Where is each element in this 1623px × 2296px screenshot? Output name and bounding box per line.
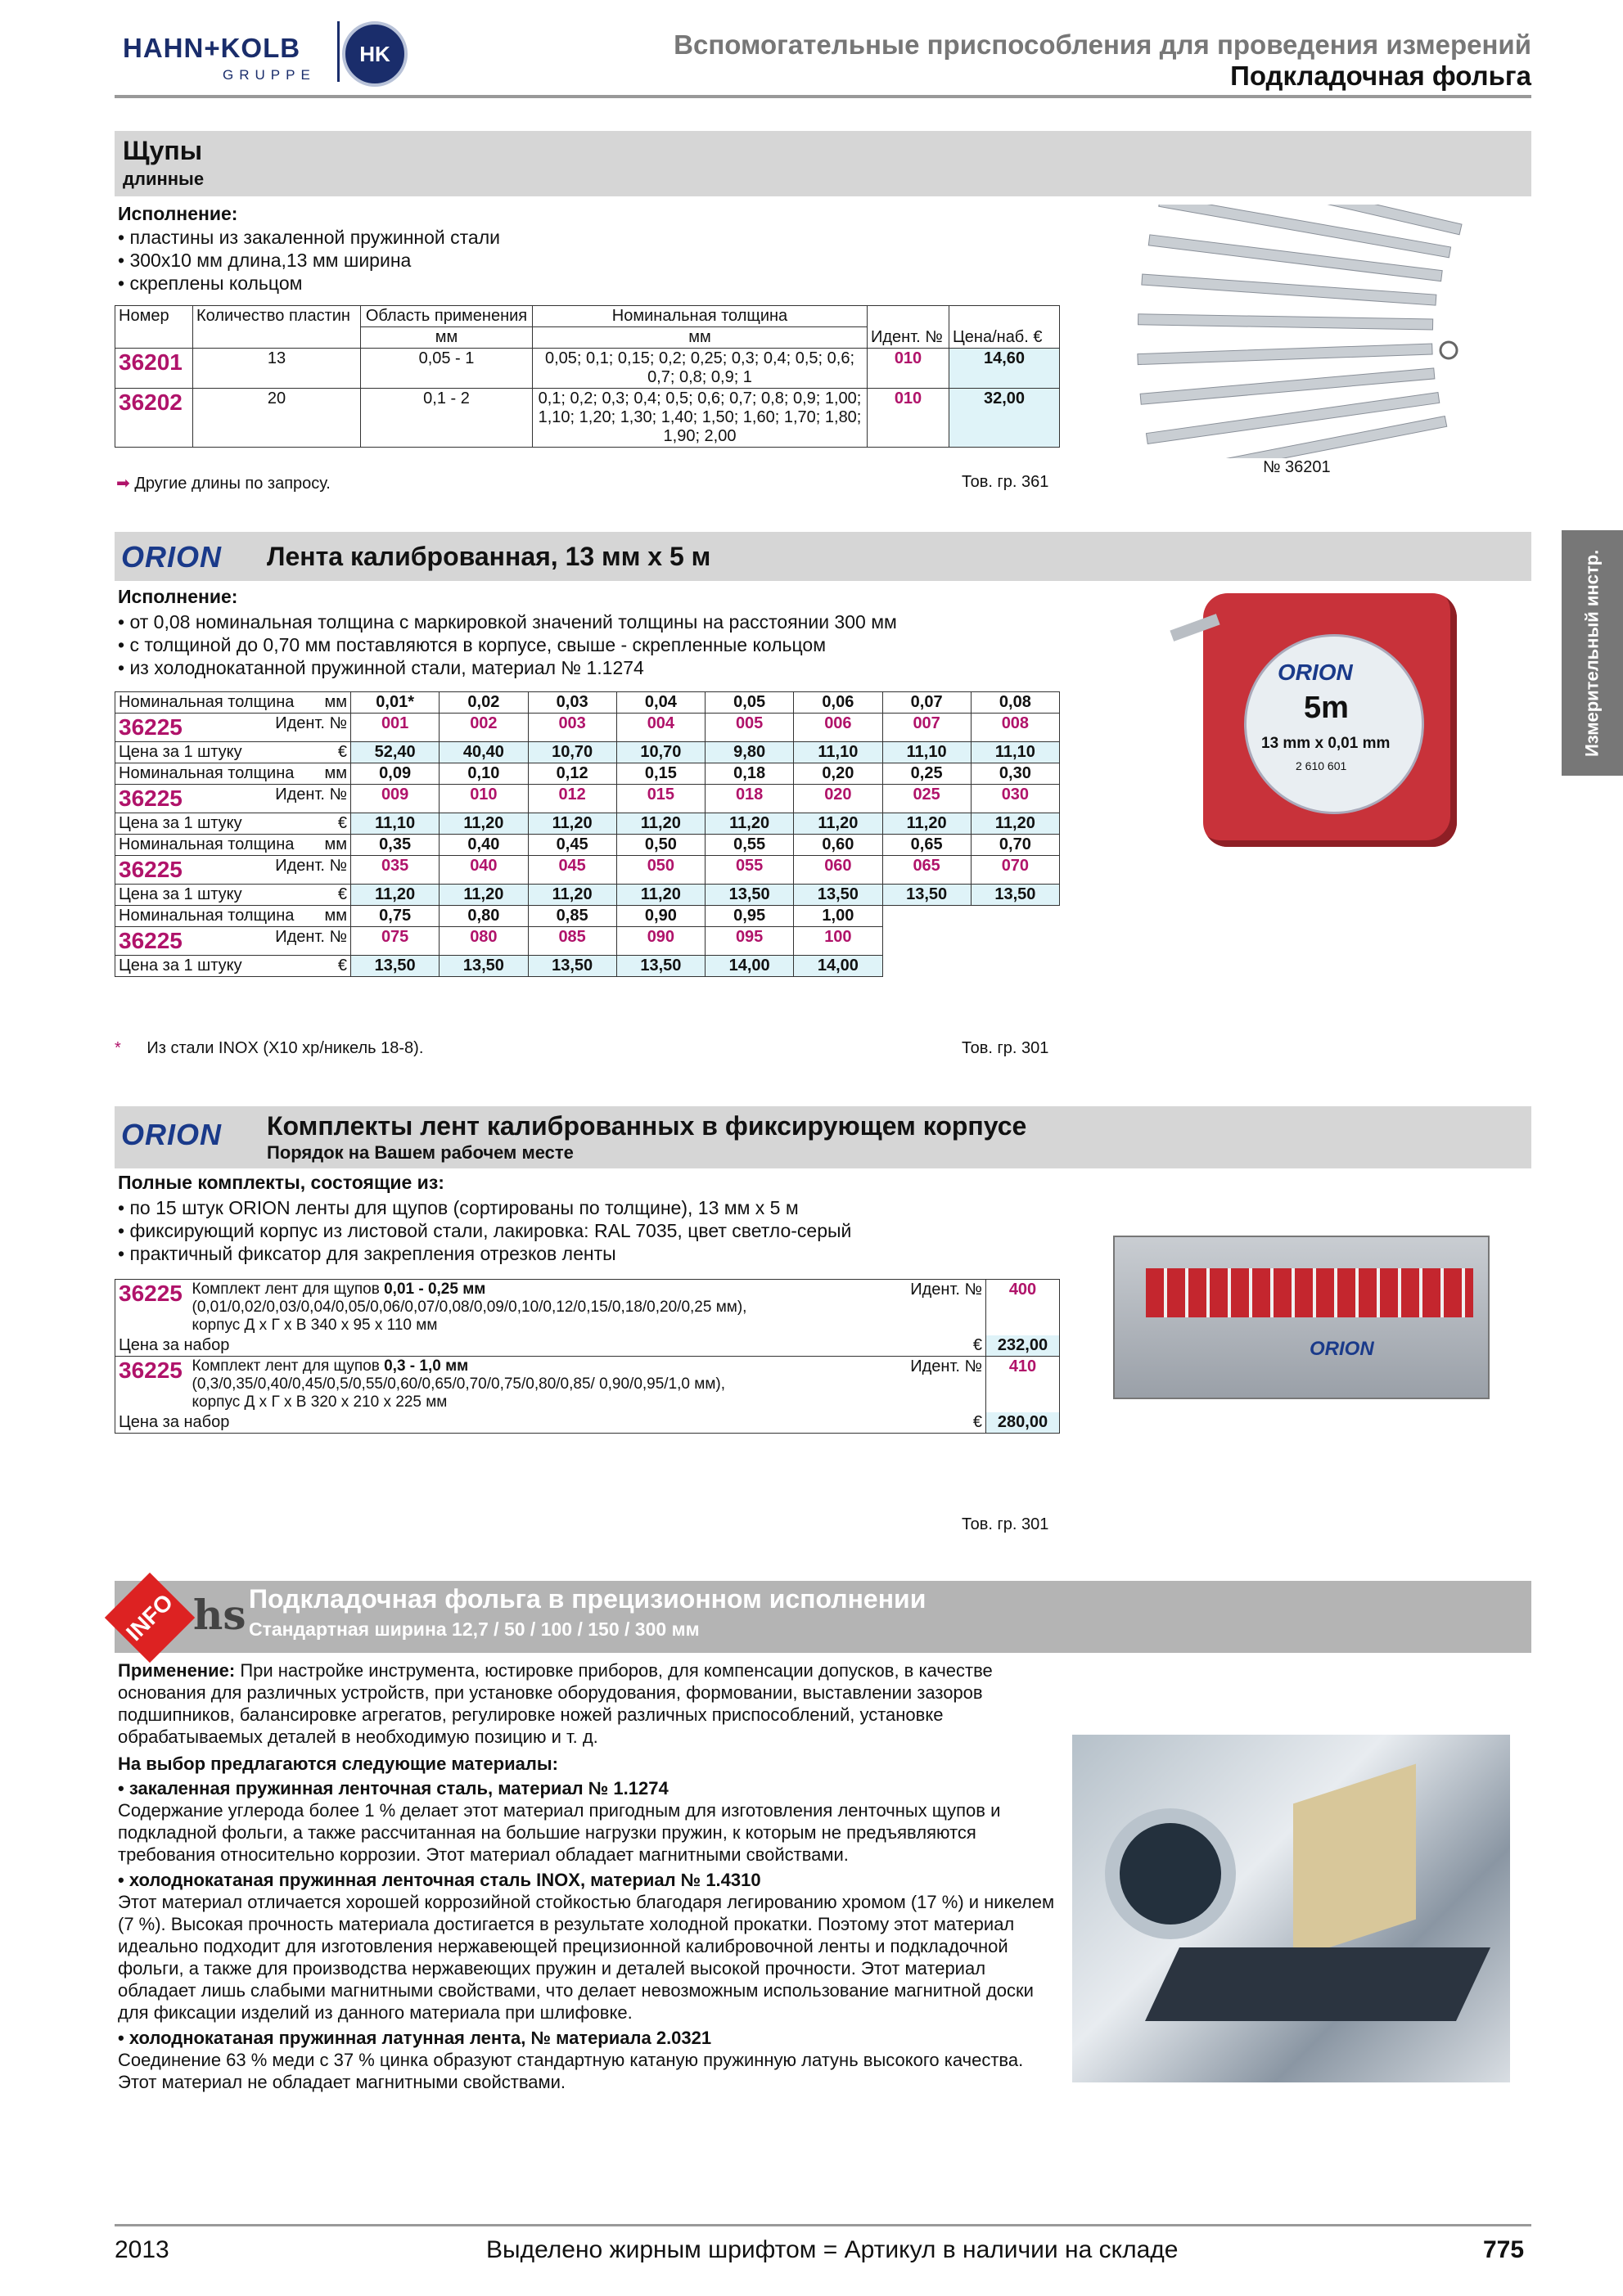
article-number[interactable]: 36225 bbox=[115, 1357, 189, 1413]
table-row bbox=[115, 1335, 1060, 1357]
cell-price: 11,20 bbox=[616, 813, 705, 835]
empty-cell bbox=[882, 927, 971, 956]
table-row bbox=[115, 742, 1060, 763]
cell-price: 11,10 bbox=[971, 742, 1059, 763]
section-subtitle: Порядок на Вашем рабочем месте bbox=[267, 1142, 574, 1163]
article-number[interactable]: 36225 Идент. № bbox=[115, 785, 351, 813]
cell-ident: 009 bbox=[351, 785, 440, 813]
shim-foil-image bbox=[1072, 1735, 1510, 2082]
note-line bbox=[116, 473, 331, 493]
currency: € bbox=[972, 1413, 982, 1431]
cell-price: 11,20 bbox=[882, 813, 971, 835]
cell-ident: 005 bbox=[706, 714, 794, 742]
cell-ident: 018 bbox=[706, 785, 794, 813]
col-unit: мм bbox=[361, 327, 533, 349]
cell-ident: 010 bbox=[868, 349, 949, 389]
logo-divider bbox=[337, 21, 340, 82]
cell-price: 13,50 bbox=[440, 956, 528, 977]
section-subtitle: длинные bbox=[123, 169, 205, 189]
image-caption: № 36201 bbox=[1263, 458, 1331, 476]
logo-text: HAHN+KOLB bbox=[123, 33, 301, 63]
cell-price: 232,00 bbox=[986, 1335, 1060, 1357]
cell-price: 10,70 bbox=[616, 742, 705, 763]
tape-size: 13 mm x 0,01 mm bbox=[1261, 735, 1391, 752]
cell-ident: 075 bbox=[351, 927, 440, 956]
material-text: Содержание углерода более 1 % делает этот материал пригодным для изготовления ленточных щупов и подкладной фольги, а также рассчитанная на большие нагрузки пружин, к которым не предъявляются требования относительно коррозии. Этот материал обладает магнитными свойствами. bbox=[118, 1800, 1001, 1865]
list-item: • пластины из закаленной пружинной стали bbox=[118, 227, 500, 248]
cell-thickness: 1,00 bbox=[794, 906, 882, 927]
cell-thickness: 0,1; 0,2; 0,3; 0,4; 0,5; 0,6; 0,7; 0,8; 0,9; 1,00; 1,10; 1,20; 1,30; 1,40; 1,50; 1,60; 1,70; 1,80; 1,90; 2,00 bbox=[533, 389, 868, 448]
cell-ident: 055 bbox=[706, 856, 794, 885]
cell-count: 20 bbox=[193, 389, 361, 448]
exec-label: Полные комплекты, состоящие из: bbox=[118, 1172, 444, 1193]
list-item: • 300х10 мм длина,13 мм ширина bbox=[118, 250, 412, 271]
cell-ident: 008 bbox=[971, 714, 1059, 742]
cell-price: 11,20 bbox=[351, 885, 440, 906]
row-label-thickness: Номинальная толщина мм bbox=[115, 835, 351, 856]
side-tab[interactable]: Измерительный инстр. bbox=[1562, 530, 1623, 776]
col-header: Цена/наб. € bbox=[949, 306, 1060, 349]
section-title: Комплекты лент калиброванных в фиксирующем корпусе bbox=[267, 1111, 1027, 1141]
cell-thickness: 0,85 bbox=[528, 906, 616, 927]
table-row[interactable] bbox=[115, 1280, 1060, 1336]
table-row bbox=[115, 956, 1060, 977]
cell-ident: 006 bbox=[794, 714, 882, 742]
cell-thickness: 0,05; 0,1; 0,15; 0,2; 0,25; 0,3; 0,4; 0,5; 0,6; 0,7; 0,8; 0,9; 1 bbox=[533, 349, 868, 389]
cell-ident: 085 bbox=[528, 927, 616, 956]
feeler-table bbox=[115, 305, 1060, 448]
choice-label: На выбор предлагаются следующие материалы: bbox=[118, 1754, 558, 1774]
cell-price: 11,10 bbox=[882, 742, 971, 763]
materials-list bbox=[118, 1777, 1057, 2093]
cell-thickness: 0,08 bbox=[971, 692, 1059, 714]
cell-thickness: 0,25 bbox=[882, 763, 971, 785]
cell-price: 14,00 bbox=[706, 956, 794, 977]
table-row bbox=[115, 835, 1060, 856]
table-row bbox=[115, 885, 1060, 906]
table-row[interactable] bbox=[115, 785, 1060, 813]
cell-thickness: 0,10 bbox=[440, 763, 528, 785]
table-row[interactable] bbox=[115, 389, 1060, 448]
empty-cell bbox=[971, 956, 1059, 977]
set-range: 0,3 - 1,0 мм bbox=[384, 1357, 469, 1375]
cell-thickness: 0,90 bbox=[616, 906, 705, 927]
exec-label: Исполнение: bbox=[118, 586, 238, 607]
section-tape-sets-header bbox=[115, 1106, 1531, 1168]
cell-price: 11,20 bbox=[971, 813, 1059, 835]
cell-ident: 001 bbox=[351, 714, 440, 742]
section-title: Лента калиброванная, 13 мм х 5 м bbox=[267, 542, 711, 571]
material-name: • холоднокатаная пружинная ленточная сталь INOX, материал № 1.4310 bbox=[118, 1870, 761, 1890]
cell-ident: 065 bbox=[882, 856, 971, 885]
table-row bbox=[115, 1412, 1060, 1434]
arrow-icon: ➡ bbox=[116, 475, 130, 493]
application-label: Применение: bbox=[118, 1660, 236, 1681]
table-row[interactable] bbox=[115, 856, 1060, 885]
bullet-list bbox=[118, 610, 897, 679]
cell-ident: 040 bbox=[440, 856, 528, 885]
cell-price: 11,20 bbox=[706, 813, 794, 835]
header-rule bbox=[115, 95, 1531, 98]
cell-ident: 410 bbox=[986, 1357, 1060, 1413]
tape-code: 2 610 601 bbox=[1296, 759, 1347, 772]
cell-price: 9,80 bbox=[706, 742, 794, 763]
cell-ident: 012 bbox=[528, 785, 616, 813]
cell-count: 13 bbox=[193, 349, 361, 389]
table-row[interactable] bbox=[115, 927, 1060, 956]
product-group: Тов. гр. 301 bbox=[962, 1515, 1049, 1533]
cell-thickness: 0,45 bbox=[528, 835, 616, 856]
section-shim-foil-header bbox=[115, 1581, 1531, 1653]
table-row bbox=[115, 763, 1060, 785]
col-unit: мм bbox=[533, 327, 868, 349]
cell-ident: 003 bbox=[528, 714, 616, 742]
cell-thickness: 0,35 bbox=[351, 835, 440, 856]
cell-price: 13,50 bbox=[528, 956, 616, 977]
cell-price: 11,20 bbox=[528, 813, 616, 835]
col-header: Номер bbox=[115, 306, 193, 349]
empty-cell bbox=[971, 906, 1059, 927]
sets-table bbox=[115, 1279, 1060, 1434]
section-calibrated-tape-header bbox=[115, 532, 1531, 581]
table-row bbox=[115, 692, 1060, 714]
cell-thickness: 0,40 bbox=[440, 835, 528, 856]
cell-ident: 045 bbox=[528, 856, 616, 885]
ident-label: Идент. № bbox=[907, 1280, 985, 1336]
hs-logo: hs bbox=[193, 1591, 246, 1639]
bullet-list bbox=[118, 1196, 851, 1265]
list-item: • фиксирующий корпус из листовой стали, лакировка: RAL 7035, цвет светло-серый bbox=[118, 1220, 852, 1241]
footer-rule bbox=[115, 2224, 1531, 2226]
cell-thickness: 0,20 bbox=[794, 763, 882, 785]
row-label-price: Цена за 1 штуку € bbox=[115, 813, 351, 835]
ident-label: Идент. № bbox=[907, 1357, 985, 1413]
exec-label: Исполнение: bbox=[118, 203, 238, 224]
cell-price: 32,00 bbox=[949, 389, 1060, 448]
application-text: При настройке инструмента, юстировке приборов, для компенсации допусков, в качестве основания для различных устройств, при установке оборудования, формовании, выставлении зазоров подшипников, балансировке агрегатов, регулировке ножей различных приспособлений, установке обрабатываемых деталей в необходимую позицию и т. д. bbox=[118, 1660, 993, 1747]
article-number[interactable]: 36202 bbox=[115, 389, 193, 448]
cell-ident: 400 bbox=[986, 1280, 1060, 1336]
col-header: Область применения bbox=[361, 306, 533, 327]
cell-ident: 007 bbox=[882, 714, 971, 742]
header-subcategory: Подкладочная фольга bbox=[1230, 61, 1531, 91]
cell-ident: 020 bbox=[794, 785, 882, 813]
product-group: Тов. гр. 301 bbox=[962, 1039, 1049, 1057]
set-detail: (0,01/0,02/0,03/0,04/0,05/0,06/0,07/0,08/0,09/0,10/0,12/0,15/0,18/0,20/0,25 мм), bbox=[192, 1299, 747, 1316]
row-label-thickness: Номинальная толщина мм bbox=[115, 763, 351, 785]
case-tapes bbox=[1146, 1268, 1473, 1317]
list-item: • от 0,08 номинальная толщина с маркировкой значений толщины на расстоянии 300 мм bbox=[118, 611, 897, 633]
cell-thickness: 0,60 bbox=[794, 835, 882, 856]
cell-thickness: 0,02 bbox=[440, 692, 528, 714]
foil-roll bbox=[1105, 1808, 1236, 1939]
cell-range: 0,05 - 1 bbox=[361, 349, 533, 389]
footnote bbox=[115, 1039, 423, 1058]
case-brand: ORION bbox=[1310, 1338, 1374, 1360]
table-row bbox=[115, 906, 1060, 927]
cell-ident: 100 bbox=[794, 927, 882, 956]
currency: € bbox=[972, 1336, 982, 1354]
material-text: Этот материал отличается хорошей коррозийной стойкостью благодаря легированию хромом (17 %) и никелем (7 %). Высокая прочность материала достигается в результате холодной прокатки. Поэтому этот материал идеально подходит для изготовления нержавеющей прецизионной калибровочной ленты и подкладочной фольги, а также для производства нержавеющих пружин и деталей высокой прочности. Этот материал обладает лишь слабыми магнитными свойствами, что делает невозможным использование магнитной доски для фиксации изделий из данного материала при шлифовке. bbox=[118, 1892, 1055, 2023]
section-title: Щупы bbox=[123, 136, 203, 165]
set-title: Комплект лент для щупов bbox=[192, 1281, 380, 1298]
cell-price: 11,20 bbox=[440, 813, 528, 835]
article-number[interactable]: 36225 bbox=[115, 1280, 189, 1336]
cell-thickness: 0,50 bbox=[616, 835, 705, 856]
tape-set-case-image bbox=[1097, 1219, 1498, 1411]
cell-thickness: 0,80 bbox=[440, 906, 528, 927]
cell-thickness: 0,70 bbox=[971, 835, 1059, 856]
list-item: • скреплены кольцом bbox=[118, 272, 303, 294]
cell-thickness: 0,55 bbox=[706, 835, 794, 856]
cell-ident: 030 bbox=[971, 785, 1059, 813]
cell-ident: 060 bbox=[794, 856, 882, 885]
bullet-list bbox=[118, 226, 500, 295]
cell-thickness: 0,95 bbox=[706, 906, 794, 927]
cell-price: 13,50 bbox=[882, 885, 971, 906]
cell-ident: 080 bbox=[440, 927, 528, 956]
set-range: 0,01 - 0,25 мм bbox=[384, 1281, 486, 1298]
cell-thickness: 0,01* bbox=[351, 692, 440, 714]
section-feeler-gauges-header bbox=[115, 131, 1531, 196]
row-label-price: Цена за 1 штуку € bbox=[115, 742, 351, 763]
cell-price: 14,00 bbox=[794, 956, 882, 977]
article-number[interactable]: 36225 Идент. № bbox=[115, 856, 351, 885]
row-label-price: Цена за 1 штуку € bbox=[115, 956, 351, 977]
tape-brand: ORION bbox=[1278, 660, 1353, 685]
table-row[interactable] bbox=[115, 1357, 1060, 1413]
table-row[interactable] bbox=[115, 349, 1060, 389]
material-name: • закаленная пружинная ленточная сталь, материал № 1.1274 bbox=[118, 1778, 669, 1799]
cell-range: 0,1 - 2 bbox=[361, 389, 533, 448]
price-label: Цена за набор bbox=[119, 1336, 230, 1354]
cell-thickness: 0,07 bbox=[882, 692, 971, 714]
cell-ident: 095 bbox=[706, 927, 794, 956]
section-title: Подкладочная фольга в прецизионном исполнении bbox=[249, 1584, 926, 1614]
set-dims: корпус Д х Г х В 340 х 95 х 110 мм bbox=[192, 1317, 438, 1334]
cell-price: 10,70 bbox=[528, 742, 616, 763]
footnote-text: Из стали INOX (X10 хр/никель 18-8). bbox=[147, 1039, 424, 1057]
row-label-price: Цена за 1 штуку € bbox=[115, 885, 351, 906]
application-paragraph bbox=[118, 1659, 1057, 1748]
case-body bbox=[1113, 1236, 1490, 1399]
cell-thickness: 0,75 bbox=[351, 906, 440, 927]
cell-thickness: 0,30 bbox=[971, 763, 1059, 785]
tape-label-disc bbox=[1244, 634, 1424, 814]
cell-price: 11,20 bbox=[440, 885, 528, 906]
empty-cell bbox=[882, 906, 971, 927]
list-item: • по 15 штук ORION ленты для щупов (сортированы по толщине), 13 мм х 5 м bbox=[118, 1197, 799, 1218]
set-dims: корпус Д х Г х В 320 х 210 х 225 мм bbox=[192, 1393, 448, 1411]
cell-ident: 010 bbox=[868, 389, 949, 448]
cell-price: 13,50 bbox=[706, 885, 794, 906]
footer-year: 2013 bbox=[115, 2236, 169, 2263]
cell-price: 13,50 bbox=[794, 885, 882, 906]
page-number: 775 bbox=[1483, 2236, 1525, 2263]
cell-price: 11,20 bbox=[616, 885, 705, 906]
empty-cell bbox=[971, 927, 1059, 956]
section-subtitle: Стандартная ширина 12,7 / 50 / 100 / 150 / 300 мм bbox=[249, 1618, 700, 1640]
tape-length: 5m bbox=[1304, 691, 1349, 725]
row-label-thickness: Номинальная толщина мм bbox=[115, 906, 351, 927]
cell-thickness: 0,03 bbox=[528, 692, 616, 714]
product-group: Тов. гр. 361 bbox=[962, 473, 1049, 491]
article-number[interactable]: 36201 bbox=[115, 349, 193, 389]
cell-price: 40,40 bbox=[440, 742, 528, 763]
feeler-gauges-image bbox=[1121, 205, 1473, 458]
set-detail: (0,3/0,35/0,40/0,45/0,5/0,55/0,60/0,65/0,70/0,75/0,80/0,85/ 0,90/0,95/1,0 мм), bbox=[192, 1375, 726, 1393]
brass-foil bbox=[1293, 1764, 1416, 1960]
orion-logo: ORION bbox=[121, 540, 223, 574]
cell-ident: 035 bbox=[351, 856, 440, 885]
foil-sheets bbox=[1145, 1947, 1490, 2021]
material-name: • холоднокатаная пружинная латунная лента, № материала 2.0321 bbox=[118, 2028, 712, 2048]
cell-thickness: 0,65 bbox=[882, 835, 971, 856]
table-row[interactable] bbox=[115, 714, 1060, 742]
cell-ident: 010 bbox=[440, 785, 528, 813]
info-icon: INFO bbox=[105, 1573, 195, 1663]
cell-thickness: 0,04 bbox=[616, 692, 705, 714]
cell-price: 14,60 bbox=[949, 349, 1060, 389]
cell-price: 13,50 bbox=[351, 956, 440, 977]
cell-price: 280,00 bbox=[986, 1412, 1060, 1434]
col-header: Количество пластин bbox=[193, 306, 361, 349]
col-header: Идент. № bbox=[868, 306, 949, 349]
cell-price: 13,50 bbox=[616, 956, 705, 977]
col-header: Номинальная толщина bbox=[533, 306, 868, 327]
cell-ident: 070 bbox=[971, 856, 1059, 885]
cell-thickness: 0,18 bbox=[706, 763, 794, 785]
cell-thickness: 0,09 bbox=[351, 763, 440, 785]
cell-price: 11,20 bbox=[794, 813, 882, 835]
article-number[interactable]: 36225 Идент. № bbox=[115, 927, 351, 956]
cell-ident: 025 bbox=[882, 785, 971, 813]
article-number[interactable]: 36225 Идент. № bbox=[115, 714, 351, 742]
cell-thickness: 0,15 bbox=[616, 763, 705, 785]
logo-subtext: GRUPPE bbox=[223, 67, 316, 83]
cell-price: 52,40 bbox=[351, 742, 440, 763]
cell-ident: 015 bbox=[616, 785, 705, 813]
cell-price: 11,10 bbox=[351, 813, 440, 835]
header-category: Вспомогательные приспособления для проведения измерений bbox=[674, 29, 1531, 60]
empty-cell bbox=[882, 956, 971, 977]
list-item: • с толщиной до 0,70 мм поставляются в корпусе, свыше - скрепленные кольцом bbox=[118, 634, 827, 655]
orion-logo: ORION bbox=[121, 1118, 223, 1151]
row-label-thickness: Номинальная толщина мм bbox=[115, 692, 351, 714]
set-title: Комплект лент для щупов bbox=[192, 1357, 380, 1375]
cell-ident: 050 bbox=[616, 856, 705, 885]
cell-ident: 004 bbox=[616, 714, 705, 742]
footer-note: Выделено жирным шрифтом = Артикул в наличии на складе bbox=[486, 2236, 1179, 2263]
cell-thickness: 0,12 bbox=[528, 763, 616, 785]
logo-emblem: HK bbox=[342, 21, 408, 87]
price-label: Цена за набор bbox=[119, 1413, 230, 1431]
cell-price: 11,10 bbox=[794, 742, 882, 763]
cell-ident: 002 bbox=[440, 714, 528, 742]
material-text: Соединение 63 % меди с 37 % цинка образуют стандартную катаную пружинную латунь высокого качества. Этот материал не обладает магнитными свойствами. bbox=[118, 2050, 1024, 2092]
note-text: Другие длины по запросу. bbox=[134, 475, 331, 493]
list-item: • практичный фиксатор для закрепления отрезков ленты bbox=[118, 1243, 616, 1264]
table-row bbox=[115, 813, 1060, 835]
list-item: • из холоднокатанной пружинной стали, материал № 1.1274 bbox=[118, 657, 644, 678]
cell-thickness: 0,05 bbox=[706, 692, 794, 714]
cell-ident: 090 bbox=[616, 927, 705, 956]
cell-price: 11,20 bbox=[528, 885, 616, 906]
cell-thickness: 0,06 bbox=[794, 692, 882, 714]
calibrated-tape-image bbox=[1187, 577, 1465, 867]
tape-table bbox=[115, 691, 1060, 977]
footnote-mark: * bbox=[115, 1039, 121, 1057]
cell-price: 13,50 bbox=[971, 885, 1059, 906]
